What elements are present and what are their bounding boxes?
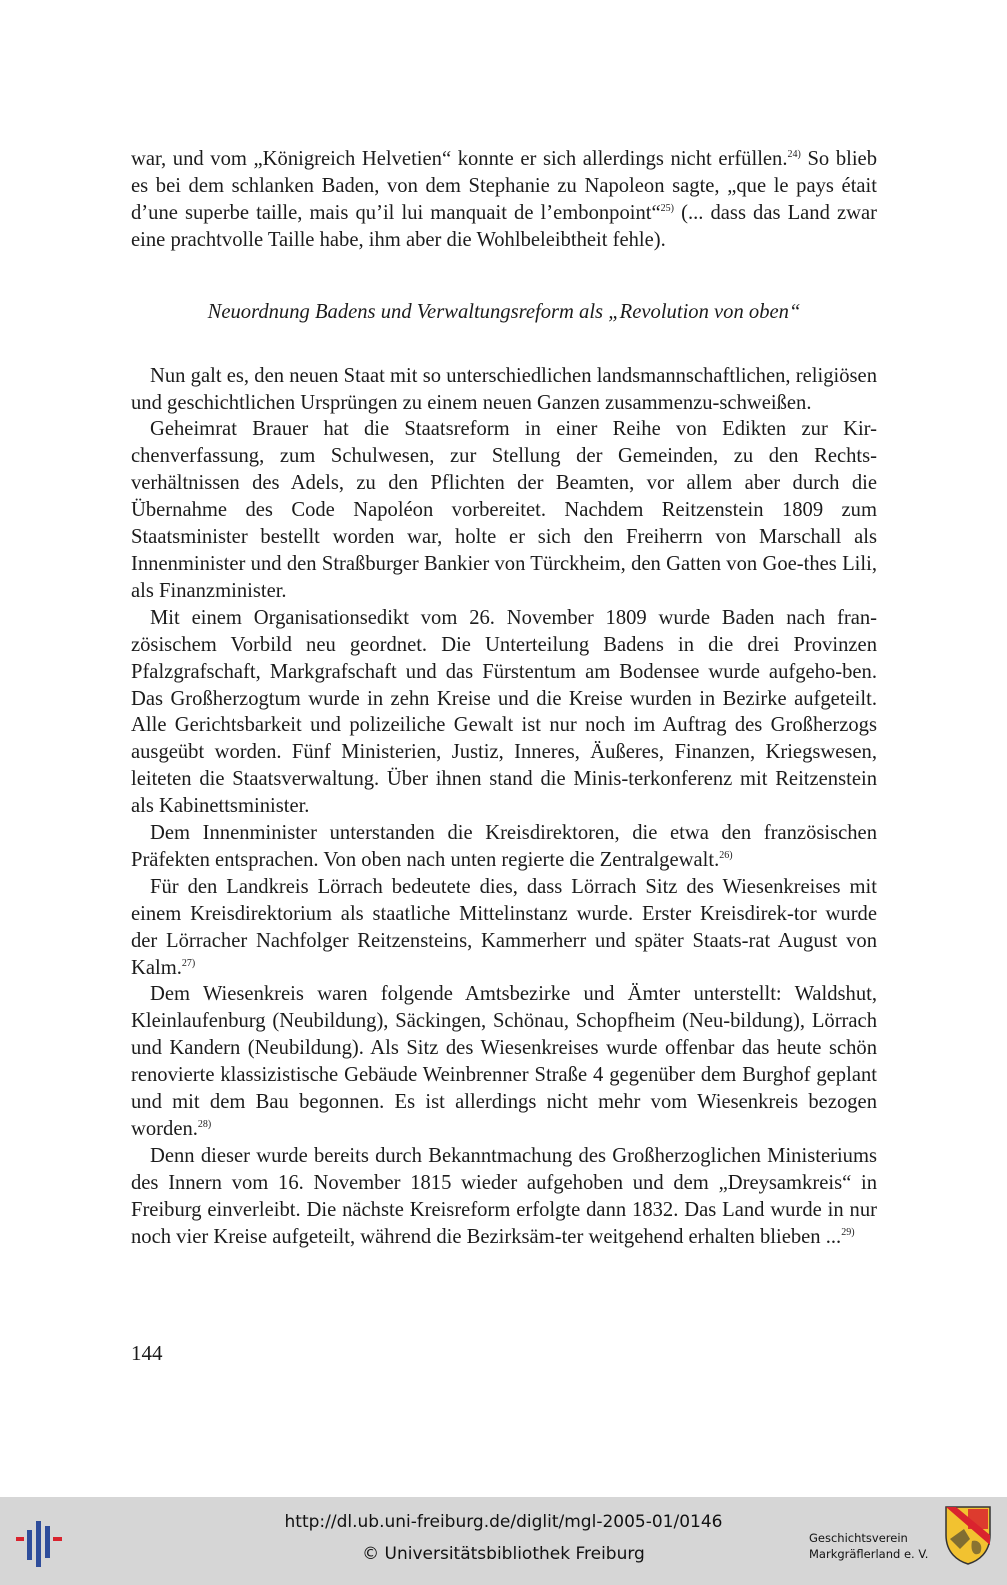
footnote-ref[interactable]: 29) [841, 1226, 855, 1238]
footnote-ref[interactable]: 27) [181, 957, 196, 969]
paragraph: Mit einem Organisationsedikt vom 26. November 1809 wurde Baden nach fran-zösischem Vorbild neu geordnet. Die Unterteilung Badens in die drei Provinzen Pfalzgrafschaft, Markgrafschaft und das Fürstentum am Bodensee wurde aufgeho-ben. Das Großherzogtum wurde in zehn Kreise und die Kreise wurden in Bezirke aufgeteilt. Alle Gerichtsbarkeit und polizeiliche Gewalt ist nur noch im Auftrag des Großherzogs ausgeübt worden. Fünf Ministerien, Justiz, Inneres, Äußeres, Finanzen, Kriegswesen, leiteten die Staatsverwaltung. Über ihnen stand die Minis-terkonferenz mit Reitzenstein als Kabinettsminister. [131, 606, 877, 818]
paragraph: Für den Landkreis Lörrach bedeutete dies, dass Lörrach Sitz des Wiesenkreises mit einem Kreisdirektorium als staatliche Mittelinstanz wurde. Erster Kreisdirek-tor wurde der Lörracher Nachfolger Reitzensteins, Kammerherr und später Staats-rat August von Kalm.$^{27)}$ [131, 875, 877, 979]
footnote-ref[interactable]: 24) [787, 149, 801, 160]
paragraph: Geheimrat Brauer hat die Staatsreform in einer Reihe von Edikten zur Kir-chenverfassung, zum Schulwesen, zur Stellung der Gemeinden, zu den Rechts-verhältnissen des Adels, zu den Pflichten der Beamten, vor allem aber durch die Übernahme des Code Napoléon vorbereitet. Nachdem Reitzenstein 1809 zum Staatsminister bestellt worden war, holte er sich den Freiherrn von Marschall als Innenminister und den Straßburger Bankier von Türckheim, den Gatten von Goe-thes Lili, als Finanzminister. [131, 418, 877, 602]
paragraph: Denn dieser wurde bereits durch Bekanntmachung des Großherzoglichen Ministeriums des Innern vom 16. November 1815 wieder aufgehoben und dem „Dreysamkreis“ in Freiburg einverleibt. Die nächste Kreisreform erfolgte dann 1832. Das Land wurde in nur noch vier Kreise aufgeteilt, während die Bezirksäm-ter weitgehend erhalten blieben ...$^{29)}$ [131, 1144, 877, 1248]
paragraph: Dem Innenminister unterstanden die Kreisdirektoren, die etwa den französischen Präfekten entsprachen. Von oben nach unten regierte die Zentralgewalt.$^{26)}$ [131, 822, 877, 871]
society-name: Geschichtsverein Markgräflerland e. V. [809, 1531, 929, 1561]
footnote-ref[interactable]: 25) [660, 202, 675, 214]
page-number: 144 [131, 1341, 163, 1365]
paragraph: Dem Wiesenkreis waren folgende Amtsbezirke und Ämter unterstellt: Waldshut, Kleinlaufenburg (Neubildung), Säckingen, Schönau, Schopfheim (Neu-bildung), Lörrach und Kandern (Neubildung). Als Sitz des Wiesenkreises wurde offenbar das heute schön renovierte klassizistische Gebäude Weinbrenner Straße 4 gegenüber dem Burghof geplant und mit dem Bau begonnen. Es ist allerdings nicht mehr vom Wiesenkreis bezogen worden.$^{28)}$ [131, 983, 877, 1140]
source-url-link[interactable]: http://dl.ub.uni-freiburg.de/diglit/mgl-2005-01/0146 [284, 1512, 723, 1532]
coat-of-arms-icon[interactable] [944, 1505, 992, 1565]
copyright-text: © Universitätsbibliothek Freiburg [362, 1544, 645, 1564]
paragraph: Nun galt es, den neuen Staat mit so unterschiedlichen landsmannschaftlichen, religiösen und geschichtlichen Ursprüngen zu einem neuen Ganzen zusammenzu-schweißen. [131, 364, 877, 414]
footnote-ref[interactable]: 28) [197, 1119, 212, 1130]
footer-bar [0, 1497, 1007, 1585]
section-heading: Neuordnung Badens und Verwaltungsreform als „Revolution von oben“ [207, 300, 801, 323]
document-page [131, 146, 877, 1251]
footnote-ref[interactable]: 26) [719, 849, 733, 861]
intro-paragraph: war, und vom „Königreich Helvetien“ konnte er sich allerdings nicht erfüllen.$^{24)}$ So blieb es bei dem schlanken Baden, von dem Stephanie zu Napoleon sagte, „que le pays était d’une superbe taille, mais qu’il lui manquait de l’embonpoint“$^{25)}$ (... dass das Land zwar eine prachtvolle Taille habe, ihm aber die Wohlbeleibtheit fehle). [131, 148, 878, 251]
